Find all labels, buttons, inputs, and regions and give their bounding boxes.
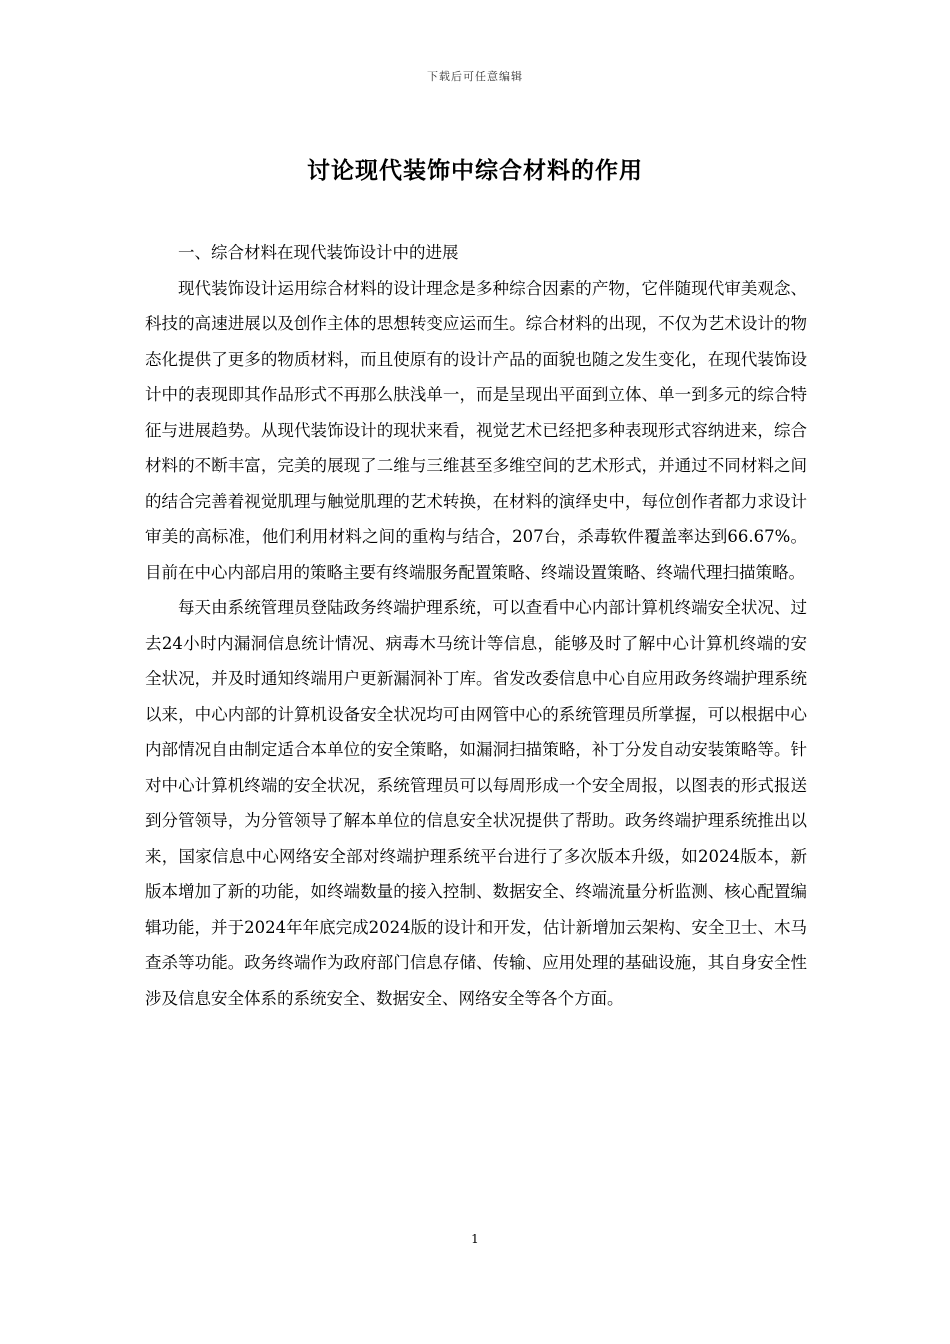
body-paragraph: 每天由系统管理员登陆政务终端护理系统，可以查看中心内部计算机终端安全状况、过去24小时内漏洞信息统计情况、病毒木马统计等信息，能够及时了解中心计算机终端的安全状况，并及时通知终端用户更新漏洞补丁库。省发改委信息中心自应用政务终端护理系统以来，中心内部的计算机设备安全状况均可由网管中心的系统管理员所掌握，可以根据中心内部情况自由制定适合本单位的安全策略，如漏洞扫描策略，补丁分发自动安装策略等。针对中心计算机终端的安全状况，系统管理员可以每周形成一个安全周报，以图表的形式报送到分管领导，为分管领导了解本单位的信息安全状况提供了帮助。政务终端护理系统推出以来，国家信息中心网络安全部对终端护理系统平台进行了多次版本升级，如2024版本，新版本增加了新的功能，如终端数量的接入控制、数据安全、终端流量分析监测、核心配置编辑功能，并于2024年年底完成2024版的设计和开发，估计新增加云架构、安全卫士、木马查杀等功能。政务终端作为政府部门信息存储、传输、应用处理的基础设施，其自身安全性涉及信息安全体系的系统安全、数据安全、网络安全等各个方面。: [145, 598, 807, 1008]
section-heading: 一、综合材料在现代装饰设计中的进展: [178, 243, 459, 262]
page-header: 下载后可任意编辑: [427, 70, 523, 83]
document-title: 讨论现代装饰中综合材料的作用: [307, 158, 643, 184]
document-body: [145, 235, 807, 1016]
body-paragraph: 现代装饰设计运用综合材料的设计理念是多种综合因素的产物，它伴随现代审美观念、科技的高速进展以及创作主体的思想转变应运而生。综合材料的出现，不仅为艺术设计的物态化提供了更多的物质材料，而且使原有的设计产品的面貌也随之发生变化，在现代装饰设计中的表现即其作品形式不再那么肤浅单一，而是呈现出平面到立体、单一到多元的综合特征与进展趋势。从现代装饰设计的现状来看，视觉艺术已经把多种表现形式容纳进来，综合材料的不断丰富，完美的展现了二维与三维甚至多维空间的艺术形式，并通过不同材料之间的结合完善着视觉肌理与触觉肌理的艺术转换，在材料的演绎史中，每位创作者都力求设计审美的高标准，他们利用材料之间的重构与结合，207台，杀毒软件覆盖率达到66.67%。目前在中心内部启用的策略主要有终端服务配置策略、终端设置策略、终端代理扫描策略。: [145, 278, 807, 582]
page-number: 1: [471, 1232, 479, 1246]
